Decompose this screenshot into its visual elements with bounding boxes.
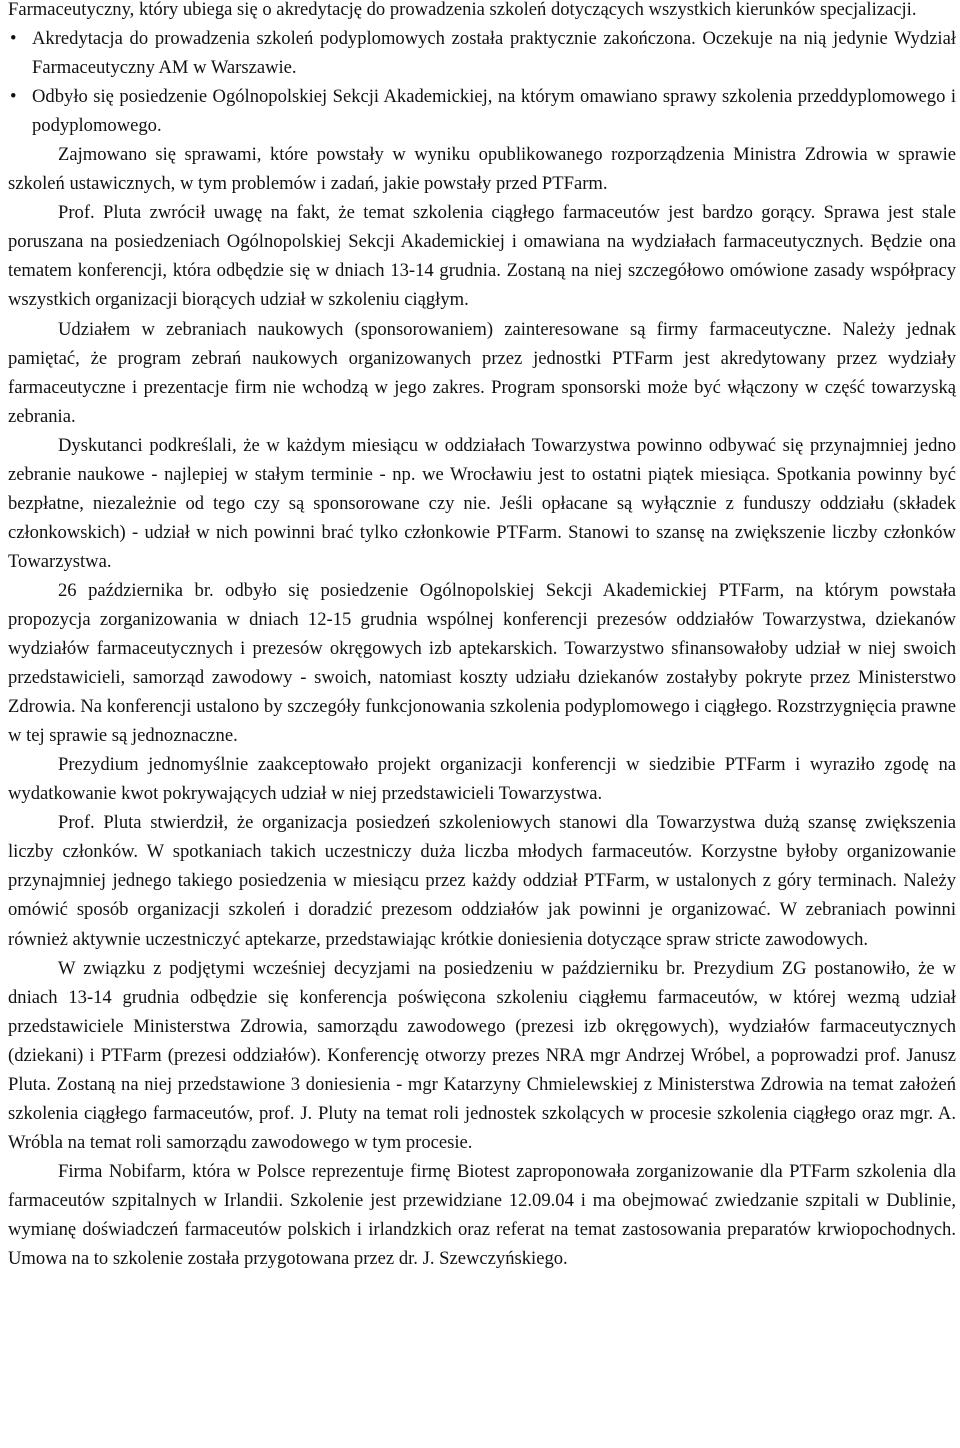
paragraph: W związku z podjętymi wcześniej decyzjami na posiedzeniu w październiku br. Prezydium ZG postanowiło, że w dniach 13-14 grudnia odbędzie się konferencja poświęcona szkoleniu ciągłemu farmaceutów, w której wezmą udział przedstawiciele Ministerstwa Zdrowia, samorządu zawodowego (prezesi izb okręgowych), wydziałów farmaceutycznych (dziekani) i PTFarm (prezesi oddziałów). Konferencję otworzy prezes NRA mgr Andrzej Wróbel, a poprowadzi prof. Janusz Pluta. Zostaną na niej przedstawione 3 doniesienia - mgr Katarzyny Chmielewskiej z Ministerstwa Zdrowia na temat założeń szkolenia ciągłego farmaceutów, prof. J. Pluty na temat roli jednostek szkolących w procesie szkolenia ciągłego oraz mgr. A. Wróbla na temat roli samorządu zawodowego w tym procesie. [8,957,956,1153]
document-page [8,0,956,1273]
bullet-item-text: Odbyło się posiedzenie Ogólnopolskiej Sekcji Akademickiej, na którym omawiano sprawy szkolenia przeddyplomowego i podyplomowego. [32,86,956,137]
paragraph: Prof. Pluta stwierdził, że organizacja posiedzeń szkoleniowych stanowi dla Towarzystwa dużą szansę zwiększenia liczby członków. W spotkaniach takich uczestniczy duża liczba młodych farmaceutów. Korzystne byłoby organizowanie przynajmniej jednego takiego posiedzenia w miesiącu przez każdy oddział PTFarm, w ustalonych z góry terminach. Należy omówić sposób organizacji szkoleń i doradzić prezesom oddziałów jak powinni je organizować. W zebraniach powinni również aktywnie uczestniczyć aptekarze, przedstawiając krótkie doniesienia dotyczące spraw stricte zawodowych. [8,812,956,950]
bullet-icon: • [10,28,17,50]
bullet-item-continuation [8,0,956,24]
bullet-list [8,0,956,140]
bullet-item-text: Akredytacja do prowadzenia szkoleń podyplomowych została praktycznie zakończona. Oczekuje na nią jedynie Wydział Farmaceutyczny AM w Warszawie. [32,28,956,79]
bullet-item-text: Farmaceutyczny, który ubiega się o akredytację do prowadzenia szkoleń dotyczących wszystkich kierunków specjalizacji. [8,0,917,20]
bullet-item [8,82,956,140]
bullet-item [8,24,956,82]
bullet-icon: • [10,86,17,108]
paragraph: Prezydium jednomyślnie zaakceptowało projekt organizacji konferencji w siedzibie PTFarm i wyraziło zgodę na wydatkowanie kwot pokrywających udział w niej przedstawicieli Towarzystwa. [8,754,956,805]
paragraph: 26 października br. odbyło się posiedzenie Ogólnopolskiej Sekcji Akademickiej PTFarm, na którym powstała propozycja zorganizowania w dniach 12-15 grudnia wspólnej konferencji prezesów oddziałów Towarzystwa, dziekanów wydziałów farmaceutycznych i prezesów okręgowych izb aptekarskich. Towarzystwo sfinansowałoby udział w niej swoich przedstawicieli, samorząd zawodowy - swoich, natomiast koszty udziału dziekanów zostałyby pokryte przez Ministerstwo Zdrowia. Na konferencji ustalono by szczegóły funkcjonowania szkolenia podyplomowego i ciągłego. Rozstrzygnięcia prawne w tej sprawie są jednoznaczne. [8,579,956,747]
paragraph: Zajmowano się sprawami, które powstały w wyniku opublikowanego rozporządzenia Ministra Zdrowia w sprawie szkoleń ustawicznych, w tym problemów i zadań, jakie powstały przed PTFarm. [8,144,956,195]
paragraph: Udziałem w zebraniach naukowych (sponsorowaniem) zainteresowane są firmy farmaceutyczne. Należy jednak pamiętać, że program zebrań naukowych organizowanych przez jednostki PTFarm jest akredytowany przez wydziały farmaceutyczne i prezentacje firm nie wchodzą w jego zakres. Program sponsorski może być włączony w część towarzyską zebrania. [8,318,956,427]
paragraph: Dyskutanci podkreślali, że w każdym miesiącu w oddziałach Towarzystwa powinno odbywać się przynajmniej jedno zebranie naukowe - najlepiej w stałym terminie - np. we Wrocławiu jest to ostatni piątek miesiąca. Spotkania powinny być bezpłatne, niezależnie od tego czy są sponsorowane czy nie. Jeśli opłacane są wyłącznie z funduszy oddziału (składek członkowskich) - udział w nich powinni brać tylko członkowie PTFarm. Stanowi to szansę na zwiększenie liczby członków Towarzystwa. [8,434,956,572]
paragraph: Firma Nobifarm, która w Polsce reprezentuje firmę Biotest zaproponowała zorganizowanie dla PTFarm szkolenia dla farmaceutów szpitalnych w Irlandii. Szkolenie jest przewidziane 12.09.04 i ma obejmować zwiedzanie szpitali w Dublinie, wymianę doświadczeń farmaceutów polskich i irlandzkich oraz referat na temat zastosowania preparatów krwiopochodnych. Umowa na to szkolenie została przygotowana przez dr. J. Szewczyńskiego. [8,1160,956,1270]
paragraph: Prof. Pluta zwrócił uwagę na fakt, że temat szkolenia ciągłego farmaceutów jest bardzo gorący. Sprawa jest stale poruszana na posiedzeniach Ogólnopolskiej Sekcji Akademickiej i omawiana na wydziałach farmaceutycznych. Będzie ona tematem konferencji, która odbędzie się w dniach 13-14 grudnia. Zostaną na niej szczegółowo omówione zasady współpracy wszystkich organizacji biorących udział w szkoleniu ciągłym. [8,202,956,311]
